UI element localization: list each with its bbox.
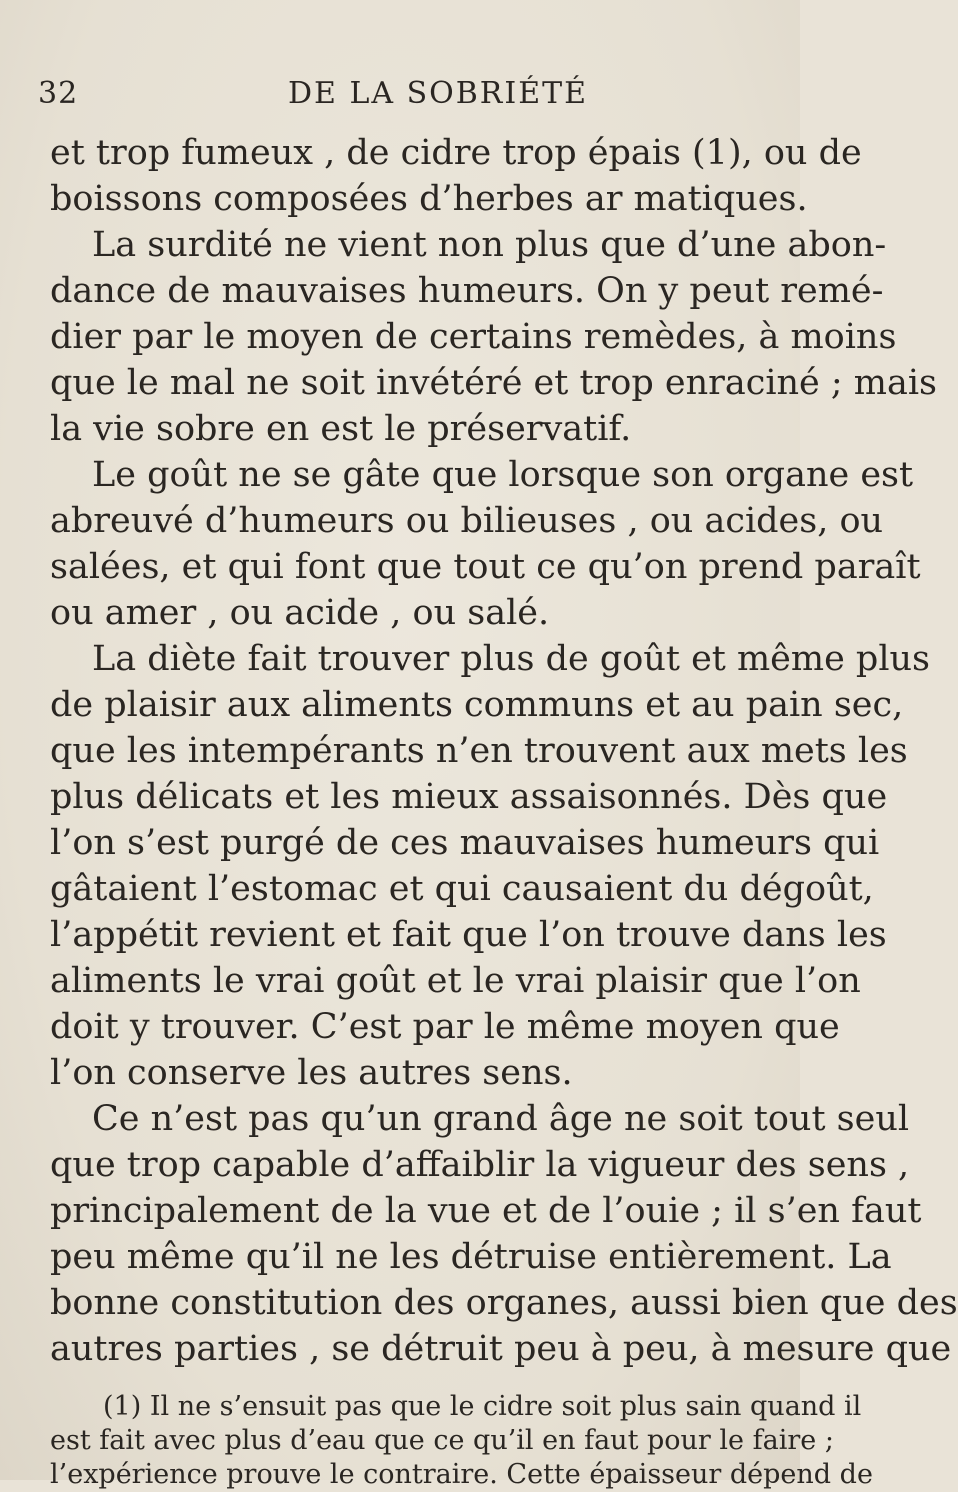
running-title: DE LA SOBRIÉTÉ <box>288 76 589 111</box>
page-number: 32 <box>38 76 79 111</box>
footnote-line: l’expérience prouve le contraire. Cette épaisseur dépend de <box>50 1459 873 1490</box>
text-line: Le goût ne se gâte que lorsque son organe est <box>92 455 914 495</box>
text-line: La surdité ne vient non plus que d’une abon- <box>92 225 887 265</box>
text-line: autres parties , se détruit peu à peu, à mesure que <box>50 1329 952 1369</box>
text-line: dier par le moyen de certains remèdes, à moins <box>50 317 897 357</box>
text-line: l’on s’est purgé de ces mauvaises humeurs qui <box>50 823 880 863</box>
text-line: gâtaient l’estomac et qui causaient du dégoût, <box>50 869 874 909</box>
text-line: abreuvé d’humeurs ou bilieuses , ou acides, ou <box>50 501 884 541</box>
text-line: et trop fumeux , de cidre trop épais (1), ou de <box>50 133 862 173</box>
footnote-line: (1) Il ne s’ensuit pas que le cidre soit plus sain quand il <box>103 1391 862 1422</box>
text-line: La diète fait trouver plus de goût et même plus <box>92 639 931 679</box>
text-line: salées, et qui font que tout ce qu’on prend paraît <box>50 547 921 587</box>
page-header <box>38 70 768 120</box>
text-line: doit y trouver. C’est par le même moyen que <box>50 1007 840 1047</box>
text-line: que les intempérants n’en trouvent aux mets les <box>50 731 908 771</box>
text-line: la vie sobre en est le préservatif. <box>50 409 632 449</box>
text-line: peu même qu’il ne les détruise entièrement. La <box>50 1237 892 1277</box>
text-line: principalement de la vue et de l’ouie ; il s’en faut <box>50 1191 922 1231</box>
text-line: de plaisir aux aliments communs et au pain sec, <box>50 685 904 725</box>
text-line: dance de mauvaises humeurs. On y peut remé- <box>50 271 884 311</box>
text-line: aliments le vrai goût et le vrai plaisir que l’on <box>50 961 861 1001</box>
text-line: que le mal ne soit invétéré et trop enraciné ; mais <box>50 363 938 403</box>
text-line: l’appétit revient et fait que l’on trouve dans les <box>50 915 887 955</box>
text-line: que trop capable d’affaiblir la vigueur des sens , <box>50 1145 910 1185</box>
text-line: plus délicats et les mieux assaisonnés. Dès que <box>50 777 888 817</box>
text-line: Ce n’est pas qu’un grand âge ne soit tout seul <box>92 1099 910 1139</box>
text-line: ou amer , ou acide , ou salé. <box>50 593 550 633</box>
footnote-line: est fait avec plus d’eau que ce qu’il en faut pour le faire ; <box>50 1425 834 1456</box>
text-line: boissons composées d’herbes ar matiques. <box>50 179 808 219</box>
text-line: bonne constitution des organes, aussi bien que des <box>50 1283 958 1323</box>
text-line: l’on conserve les autres sens. <box>50 1053 573 1093</box>
